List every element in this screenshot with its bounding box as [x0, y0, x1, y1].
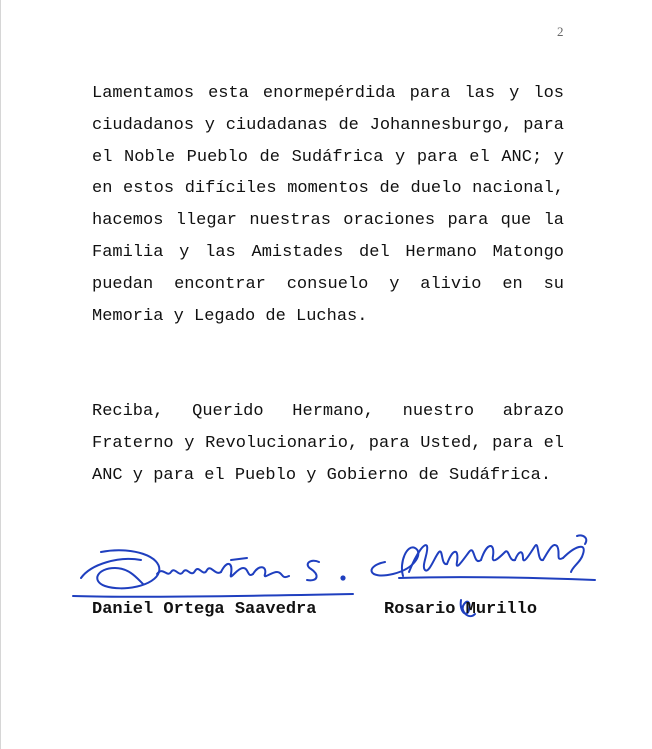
signature-murillo — [363, 522, 603, 642]
body-paragraph-condolences: Lamentamos esta enormepérdida para las y los ciudadanos y ciudadanas de Johannesburgo, para el Noble Pueblo de Sudáfrica y para el ANC; y en estos difíciles momentos de duelo nacional, hacemos llegar nuestras oraciones para que la Familia y las Amistades del Hermano Matongo puedan encontrar consuelo y alivio en su Memoria y Legado de Luchas. — [92, 84, 564, 326]
signature-ortega — [71, 538, 361, 608]
signer-name-ortega: Daniel Ortega Saavedra — [92, 600, 317, 619]
body-paragraph-closing: Reciba, Querido Hermano, nuestro abrazo Fraterno y Revolucionario, para Usted, para el ANC y para el Pueblo y Gobierno de Sudáfrica. — [92, 402, 564, 485]
page-number: 2 — [557, 24, 564, 39]
signer-name-murillo: Rosario Murillo — [384, 600, 538, 619]
